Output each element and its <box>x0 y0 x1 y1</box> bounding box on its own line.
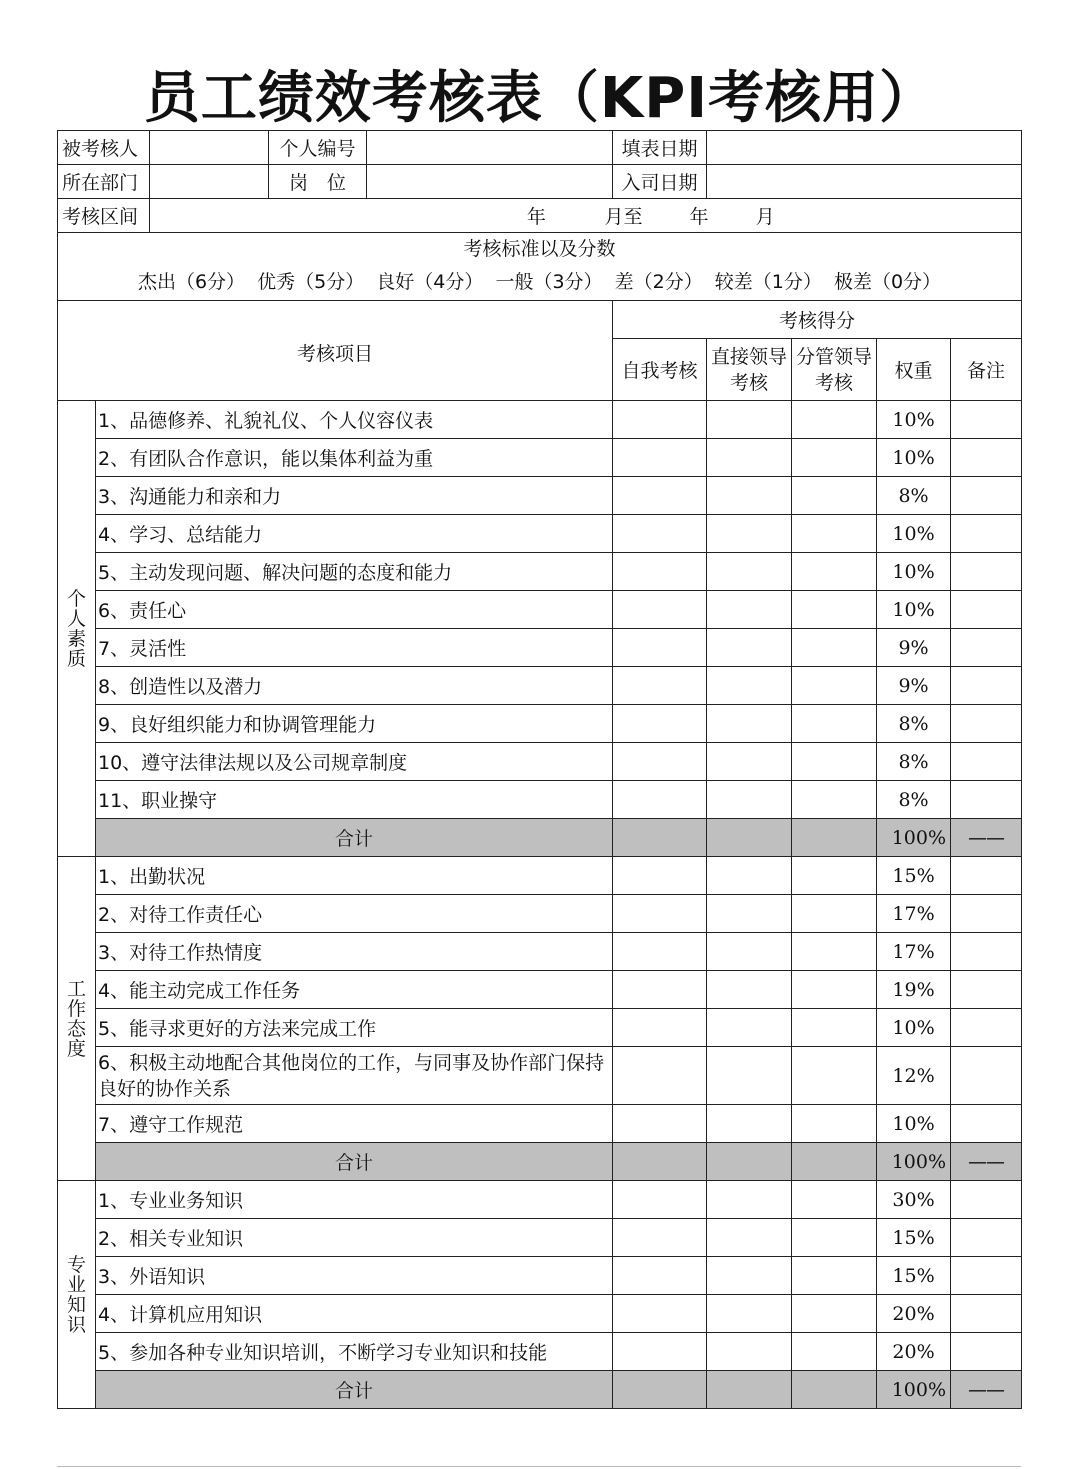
remark-cell[interactable] <box>951 743 1022 781</box>
weight-cell: 17% <box>877 895 951 933</box>
remark-cell[interactable] <box>951 933 1022 971</box>
weight-cell: 8% <box>877 477 951 515</box>
period-label: 考核区间 <box>58 199 150 233</box>
table-row <box>58 1295 1022 1333</box>
evaluatee-label: 被考核人 <box>58 131 150 165</box>
table-row <box>58 401 1022 439</box>
standard-cell <box>58 233 1022 301</box>
total-remark: —— <box>951 1143 1022 1181</box>
total-supervisor-cell[interactable] <box>792 819 877 857</box>
total-self-cell[interactable] <box>613 1143 707 1181</box>
total-remark: —— <box>951 1371 1022 1409</box>
direct-leader-score-cell[interactable] <box>707 439 792 477</box>
total-direct-leader-cell[interactable] <box>707 1371 792 1409</box>
direct-leader-header-line2: 考核 <box>730 371 769 394</box>
entry-date-label: 入司日期 <box>613 165 707 199</box>
table-row <box>58 933 1022 971</box>
weight-cell: 19% <box>877 971 951 1009</box>
self-score-cell[interactable] <box>613 933 707 971</box>
direct-leader-score-cell[interactable] <box>707 553 792 591</box>
remark-cell[interactable] <box>951 477 1022 515</box>
weight-cell: 8% <box>877 705 951 743</box>
total-row <box>58 1143 1022 1181</box>
remark-cell[interactable] <box>951 1333 1022 1371</box>
self-score-cell[interactable] <box>613 857 707 895</box>
direct-leader-header <box>707 339 792 401</box>
item-cell: 5、主动发现问题、解决问题的态度和能力 <box>96 553 613 591</box>
weight-cell: 17% <box>877 933 951 971</box>
total-remark: —— <box>951 819 1022 857</box>
total-weight: 100% <box>877 1371 951 1409</box>
item-cell: 2、有团队合作意识，能以集体利益为重 <box>96 439 613 477</box>
weight-cell: 15% <box>877 1219 951 1257</box>
table-row <box>58 895 1022 933</box>
remark-cell[interactable] <box>951 895 1022 933</box>
table-row <box>58 1047 1022 1105</box>
self-score-cell[interactable] <box>613 743 707 781</box>
direct-leader-score-cell[interactable] <box>707 895 792 933</box>
direct-leader-header-line1: 直接领导 <box>711 345 788 368</box>
period-month-2: 月 <box>755 206 775 228</box>
remark-cell[interactable] <box>951 705 1022 743</box>
item-cell: 7、灵活性 <box>96 629 613 667</box>
direct-leader-score-cell[interactable] <box>707 933 792 971</box>
header-row-1 <box>58 131 1022 165</box>
remark-cell[interactable] <box>951 553 1022 591</box>
total-self-cell[interactable] <box>613 1371 707 1409</box>
table-row <box>58 667 1022 705</box>
self-score-cell[interactable] <box>613 1009 707 1047</box>
evaluatee-field[interactable] <box>150 131 269 165</box>
self-score-cell[interactable] <box>613 439 707 477</box>
direct-leader-score-cell[interactable] <box>707 1009 792 1047</box>
position-field[interactable] <box>367 165 613 199</box>
direct-leader-score-cell[interactable] <box>707 781 792 819</box>
self-score-cell[interactable] <box>613 895 707 933</box>
remark-cell[interactable] <box>951 857 1022 895</box>
direct-leader-score-cell[interactable] <box>707 1181 792 1219</box>
self-score-cell[interactable] <box>613 781 707 819</box>
weight-cell: 8% <box>877 781 951 819</box>
total-weight: 100% <box>877 819 951 857</box>
remark-cell[interactable] <box>951 439 1022 477</box>
department-label: 所在部门 <box>58 165 150 199</box>
remark-header: 备注 <box>951 339 1022 401</box>
category-cell <box>58 401 96 857</box>
remark-cell[interactable] <box>951 781 1022 819</box>
weight-cell: 8% <box>877 743 951 781</box>
direct-leader-score-cell[interactable] <box>707 1219 792 1257</box>
department-field[interactable] <box>150 165 269 199</box>
supervisor-score-cell[interactable] <box>792 895 877 933</box>
direct-leader-score-cell[interactable] <box>707 515 792 553</box>
table-row <box>58 439 1022 477</box>
supervisor-score-cell[interactable] <box>792 1257 877 1295</box>
supervisor-score-cell[interactable] <box>792 439 877 477</box>
self-score-cell[interactable] <box>613 1105 707 1143</box>
table-row <box>58 553 1022 591</box>
item-cell: 5、参加各种专业知识培训，不断学习专业知识和技能 <box>96 1333 613 1371</box>
weight-cell: 10% <box>877 401 951 439</box>
supervisor-score-cell[interactable] <box>792 1219 877 1257</box>
self-score-cell[interactable] <box>613 1047 707 1105</box>
remark-cell[interactable] <box>951 1105 1022 1143</box>
header-row-3 <box>58 199 1022 233</box>
supervisor-score-cell[interactable] <box>792 1105 877 1143</box>
direct-leader-score-cell[interactable] <box>707 667 792 705</box>
item-cell: 5、能寻求更好的方法来完成工作 <box>96 1009 613 1047</box>
direct-leader-score-cell[interactable] <box>707 1333 792 1371</box>
supervisor-score-cell[interactable] <box>792 1009 877 1047</box>
self-score-cell[interactable] <box>613 477 707 515</box>
category-label: 个人素质 <box>66 587 86 670</box>
total-supervisor-cell[interactable] <box>792 1371 877 1409</box>
weight-cell: 20% <box>877 1333 951 1371</box>
period-field[interactable] <box>150 199 1022 233</box>
supervisor-score-cell[interactable] <box>792 933 877 971</box>
self-score-cell[interactable] <box>613 1257 707 1295</box>
fill-date-field[interactable] <box>707 131 1022 165</box>
self-score-cell[interactable] <box>613 629 707 667</box>
total-supervisor-cell[interactable] <box>792 1143 877 1181</box>
weight-cell: 10% <box>877 439 951 477</box>
item-cell: 2、相关专业知识 <box>96 1219 613 1257</box>
supervisor-score-cell[interactable] <box>792 629 877 667</box>
supervisor-score-cell[interactable] <box>792 857 877 895</box>
direct-leader-score-cell[interactable] <box>707 1295 792 1333</box>
supervisor-score-cell[interactable] <box>792 1047 877 1105</box>
direct-leader-score-cell[interactable] <box>707 705 792 743</box>
table-row <box>58 477 1022 515</box>
self-score-cell[interactable] <box>613 401 707 439</box>
remark-cell[interactable] <box>951 1219 1022 1257</box>
self-header: 自我考核 <box>613 339 707 401</box>
item-cell: 7、遵守工作规范 <box>96 1105 613 1143</box>
item-cell: 1、出勤状况 <box>96 857 613 895</box>
direct-leader-score-cell[interactable] <box>707 401 792 439</box>
self-score-cell[interactable] <box>613 667 707 705</box>
total-self-cell[interactable] <box>613 819 707 857</box>
period-year-1: 年 <box>526 206 546 228</box>
item-cell: 4、计算机应用知识 <box>96 1295 613 1333</box>
period-year-2: 年 <box>689 206 709 228</box>
column-header-row-1 <box>58 301 1022 339</box>
item-cell: 4、能主动完成工作任务 <box>96 971 613 1009</box>
self-score-cell[interactable] <box>613 591 707 629</box>
table-row <box>58 1009 1022 1047</box>
remark-cell[interactable] <box>951 1181 1022 1219</box>
supervisor-score-cell[interactable] <box>792 1295 877 1333</box>
self-score-cell[interactable] <box>613 971 707 1009</box>
table-row <box>58 1257 1022 1295</box>
standard-title: 考核标准以及分数 <box>463 237 616 260</box>
total-label: 合计 <box>96 1143 613 1181</box>
direct-leader-score-cell[interactable] <box>707 629 792 667</box>
weight-cell: 10% <box>877 1009 951 1047</box>
total-label: 合计 <box>96 1371 613 1409</box>
item-cell: 6、责任心 <box>96 591 613 629</box>
item-cell: 3、沟通能力和亲和力 <box>96 477 613 515</box>
item-cell: 6、积极主动地配合其他岗位的工作，与同事及协作部门保持良好的协作关系 <box>96 1047 613 1105</box>
table-row <box>58 743 1022 781</box>
supervisor-header-line1: 分管领导 <box>796 345 873 368</box>
item-cell: 1、专业业务知识 <box>96 1181 613 1219</box>
weight-cell: 10% <box>877 591 951 629</box>
period-month-to: 月至 <box>604 206 643 228</box>
total-weight: 100% <box>877 1143 951 1181</box>
direct-leader-score-cell[interactable] <box>707 477 792 515</box>
weight-cell: 12% <box>877 1047 951 1105</box>
remark-cell[interactable] <box>951 1047 1022 1105</box>
kpi-appraisal-table <box>57 130 1022 1409</box>
remark-cell[interactable] <box>951 401 1022 439</box>
fill-date-label: 填表日期 <box>613 131 707 165</box>
id-label: 个人编号 <box>269 131 367 165</box>
remark-cell[interactable] <box>951 1295 1022 1333</box>
standard-levels: 杰出（6分） 优秀（5分） 良好（4分） 一般（3分） 差（2分） 较差（1分） 极差（0分） <box>137 270 942 293</box>
total-direct-leader-cell[interactable] <box>707 819 792 857</box>
item-cell: 9、良好组织能力和协调管理能力 <box>96 705 613 743</box>
supervisor-score-cell[interactable] <box>792 705 877 743</box>
direct-leader-score-cell[interactable] <box>707 743 792 781</box>
supervisor-score-cell[interactable] <box>792 591 877 629</box>
remark-cell[interactable] <box>951 629 1022 667</box>
item-header: 考核项目 <box>58 301 613 401</box>
entry-date-field[interactable] <box>707 165 1022 199</box>
page-title: 员工绩效考核表（KPI考核用） <box>143 66 937 131</box>
category-cell <box>58 1181 96 1409</box>
table-row <box>58 971 1022 1009</box>
direct-leader-score-cell[interactable] <box>707 971 792 1009</box>
item-cell: 1、品德修养、礼貌礼仪、个人仪容仪表 <box>96 401 613 439</box>
supervisor-score-cell[interactable] <box>792 743 877 781</box>
score-group-header: 考核得分 <box>613 301 1022 339</box>
table-row <box>58 515 1022 553</box>
table-row <box>58 591 1022 629</box>
header-row-2 <box>58 165 1022 199</box>
total-row <box>58 1371 1022 1409</box>
self-score-cell[interactable] <box>613 515 707 553</box>
category-label: 工作态度 <box>66 977 86 1060</box>
weight-cell: 15% <box>877 857 951 895</box>
remark-cell[interactable] <box>951 1257 1022 1295</box>
item-cell: 3、外语知识 <box>96 1257 613 1295</box>
item-cell: 4、学习、总结能力 <box>96 515 613 553</box>
weight-cell: 20% <box>877 1295 951 1333</box>
position-label: 岗 位 <box>269 165 367 199</box>
self-score-cell[interactable] <box>613 553 707 591</box>
remark-cell[interactable] <box>951 971 1022 1009</box>
supervisor-score-cell[interactable] <box>792 971 877 1009</box>
remark-cell[interactable] <box>951 1009 1022 1047</box>
self-score-cell[interactable] <box>613 1181 707 1219</box>
supervisor-score-cell[interactable] <box>792 1181 877 1219</box>
category-cell <box>58 857 96 1181</box>
direct-leader-score-cell[interactable] <box>707 1257 792 1295</box>
remark-cell[interactable] <box>951 591 1022 629</box>
self-score-cell[interactable] <box>613 1219 707 1257</box>
supervisor-header-line2: 考核 <box>815 371 854 394</box>
self-score-cell[interactable] <box>613 1333 707 1371</box>
table-row <box>58 1181 1022 1219</box>
item-cell: 10、遵守法律法规以及公司规章制度 <box>96 743 613 781</box>
weight-cell: 10% <box>877 1105 951 1143</box>
table-row <box>58 1105 1022 1143</box>
item-cell: 3、对待工作热情度 <box>96 933 613 971</box>
supervisor-score-cell[interactable] <box>792 1333 877 1371</box>
remark-cell[interactable] <box>951 515 1022 553</box>
page-bottom-divider <box>57 1466 1021 1467</box>
direct-leader-score-cell[interactable] <box>707 591 792 629</box>
table-row <box>58 705 1022 743</box>
supervisor-score-cell[interactable] <box>792 553 877 591</box>
supervisor-score-cell[interactable] <box>792 667 877 705</box>
self-score-cell[interactable] <box>613 705 707 743</box>
weight-header: 权重 <box>877 339 951 401</box>
direct-leader-score-cell[interactable] <box>707 857 792 895</box>
supervisor-score-cell[interactable] <box>792 401 877 439</box>
weight-cell: 9% <box>877 629 951 667</box>
supervisor-header <box>792 339 877 401</box>
table-row <box>58 1219 1022 1257</box>
table-row <box>58 781 1022 819</box>
category-label: 专业知识 <box>66 1253 86 1336</box>
weight-cell: 15% <box>877 1257 951 1295</box>
remark-cell[interactable] <box>951 667 1022 705</box>
item-cell: 2、对待工作责任心 <box>96 895 613 933</box>
supervisor-score-cell[interactable] <box>792 781 877 819</box>
self-score-cell[interactable] <box>613 1295 707 1333</box>
standard-row <box>58 233 1022 301</box>
supervisor-score-cell[interactable] <box>792 477 877 515</box>
table-row <box>58 629 1022 667</box>
weight-cell: 10% <box>877 515 951 553</box>
id-field[interactable] <box>367 131 613 165</box>
total-direct-leader-cell[interactable] <box>707 1143 792 1181</box>
item-cell: 8、创造性以及潜力 <box>96 667 613 705</box>
weight-cell: 10% <box>877 553 951 591</box>
direct-leader-score-cell[interactable] <box>707 1105 792 1143</box>
total-label: 合计 <box>96 819 613 857</box>
total-row <box>58 819 1022 857</box>
item-cell: 11、职业操守 <box>96 781 613 819</box>
table-row <box>58 857 1022 895</box>
supervisor-score-cell[interactable] <box>792 515 877 553</box>
direct-leader-score-cell[interactable] <box>707 1047 792 1105</box>
table-row <box>58 1333 1022 1371</box>
weight-cell: 9% <box>877 667 951 705</box>
weight-cell: 30% <box>877 1181 951 1219</box>
